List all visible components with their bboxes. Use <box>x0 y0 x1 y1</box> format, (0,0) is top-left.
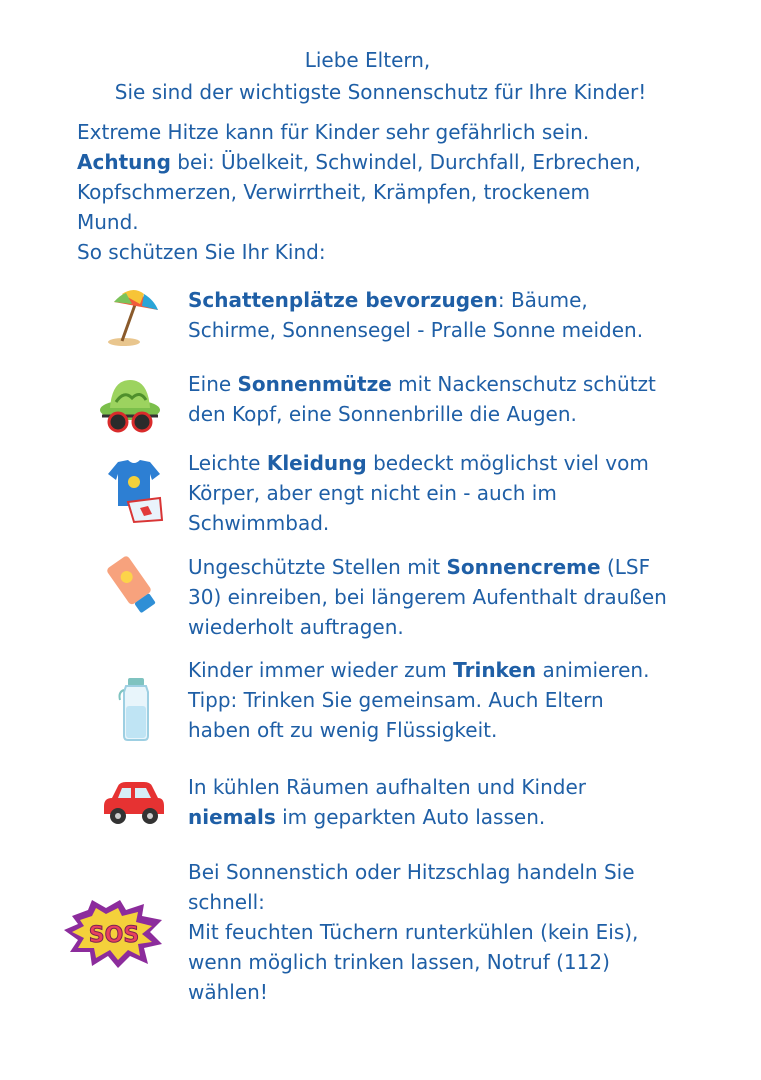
tip-emergency-line-4: wenn möglich trinken lassen, Notruf (112) <box>188 950 610 974</box>
tip-shade-text: : Bäume, <box>497 288 588 312</box>
tip-clothing-keyword: Kleidung <box>266 451 367 475</box>
tip-sunscreen-line-2: 30) einreiben, bei längerem Aufenthalt draußen <box>188 585 667 609</box>
tip-car <box>188 772 586 832</box>
sunhat-sunglasses-icon <box>98 372 162 436</box>
tip-sunscreen-pre: Ungeschützte Stellen mit <box>188 555 447 579</box>
tip-hat-pre: Eine <box>188 372 238 396</box>
tip-emergency-line-5: wählen! <box>188 980 268 1004</box>
tip-clothing-line-3: Schwimmbad. <box>188 511 330 535</box>
tip-drinking-text: animieren. <box>536 658 650 682</box>
intro-paragraph <box>77 117 641 267</box>
tip-drinking-line-2: Tipp: Trinken Sie gemeinsam. Auch Eltern <box>188 688 604 712</box>
tip-hat-keyword: Sonnenmütze <box>237 372 392 396</box>
tip-clothing <box>188 448 649 538</box>
tip-clothing-pre: Leichte <box>188 451 267 475</box>
tip-emergency-line-1: Bei Sonnenstich oder Hitzschlag handeln Sie <box>188 860 635 884</box>
warning-label: Achtung <box>77 150 171 174</box>
clothing-icon <box>104 458 166 524</box>
tip-emergency-line-2: schnell: <box>188 890 265 914</box>
tip-sunscreen-keyword: Sonnencreme <box>446 555 601 579</box>
tip-drinking <box>188 655 649 745</box>
tip-shade-keyword: Schattenplätze bevorzugen <box>188 288 498 312</box>
tip-car-line-1: In kühlen Räumen aufhalten und Kinder <box>188 775 586 799</box>
tip-clothing-text: bedeckt möglichst viel vom <box>366 451 649 475</box>
tip-shade-line-2: Schirme, Sonnensegel - Pralle Sonne meiden. <box>188 318 644 342</box>
tip-drinking-keyword: Trinken <box>453 658 537 682</box>
tip-hat-text: mit Nackenschutz schützt <box>391 372 656 396</box>
tip-emergency-line-3: Mit feuchten Tüchern runterkühlen (kein Eis), <box>188 920 639 944</box>
tip-drinking-pre: Kinder immer wieder zum <box>188 658 454 682</box>
tip-car-text: im geparkten Auto lassen. <box>275 805 546 829</box>
svg-text:SOS: SOS <box>88 923 140 948</box>
tip-sunscreen-line-3: wiederholt auftragen. <box>188 615 404 639</box>
warning-symptoms: bei: Übelkeit, Schwindel, Durchfall, Erbrechen, <box>170 150 641 174</box>
intro-line-4: Mund. <box>77 210 139 234</box>
tip-emergency <box>188 857 638 1007</box>
intro-line-1: Extreme Hitze kann für Kinder sehr gefährlich sein. <box>77 120 590 144</box>
tip-shade <box>188 285 643 345</box>
intro-warning-line <box>77 147 641 177</box>
tip-drinking-line-3: haben oft zu wenig Flüssigkeit. <box>188 718 498 742</box>
beach-umbrella-icon <box>100 284 164 348</box>
intro-line-3: Kopfschmerzen, Verwirrtheit, Krämpfen, trockenem <box>77 180 590 204</box>
tip-sunscreen <box>188 552 667 642</box>
tip-hat-line-2: den Kopf, eine Sonnenbrille die Augen. <box>188 402 577 426</box>
tip-hat <box>188 369 656 429</box>
red-car-icon <box>98 778 168 828</box>
sos-icon <box>62 898 166 970</box>
tip-sunscreen-text: (LSF <box>600 555 651 579</box>
greeting-line-2: Sie sind der wichtigste Sonnenschutz für Ihre Kinder! <box>114 80 647 104</box>
water-bottle-icon <box>116 676 156 742</box>
greeting-line-1: Liebe Eltern, <box>304 48 431 72</box>
tip-car-keyword: niemals <box>188 805 276 829</box>
tip-clothing-line-2: Körper, aber engt nicht ein - auch im <box>188 481 557 505</box>
sunscreen-icon <box>106 555 160 617</box>
intro-line-5: So schützen Sie Ihr Kind: <box>77 240 326 264</box>
